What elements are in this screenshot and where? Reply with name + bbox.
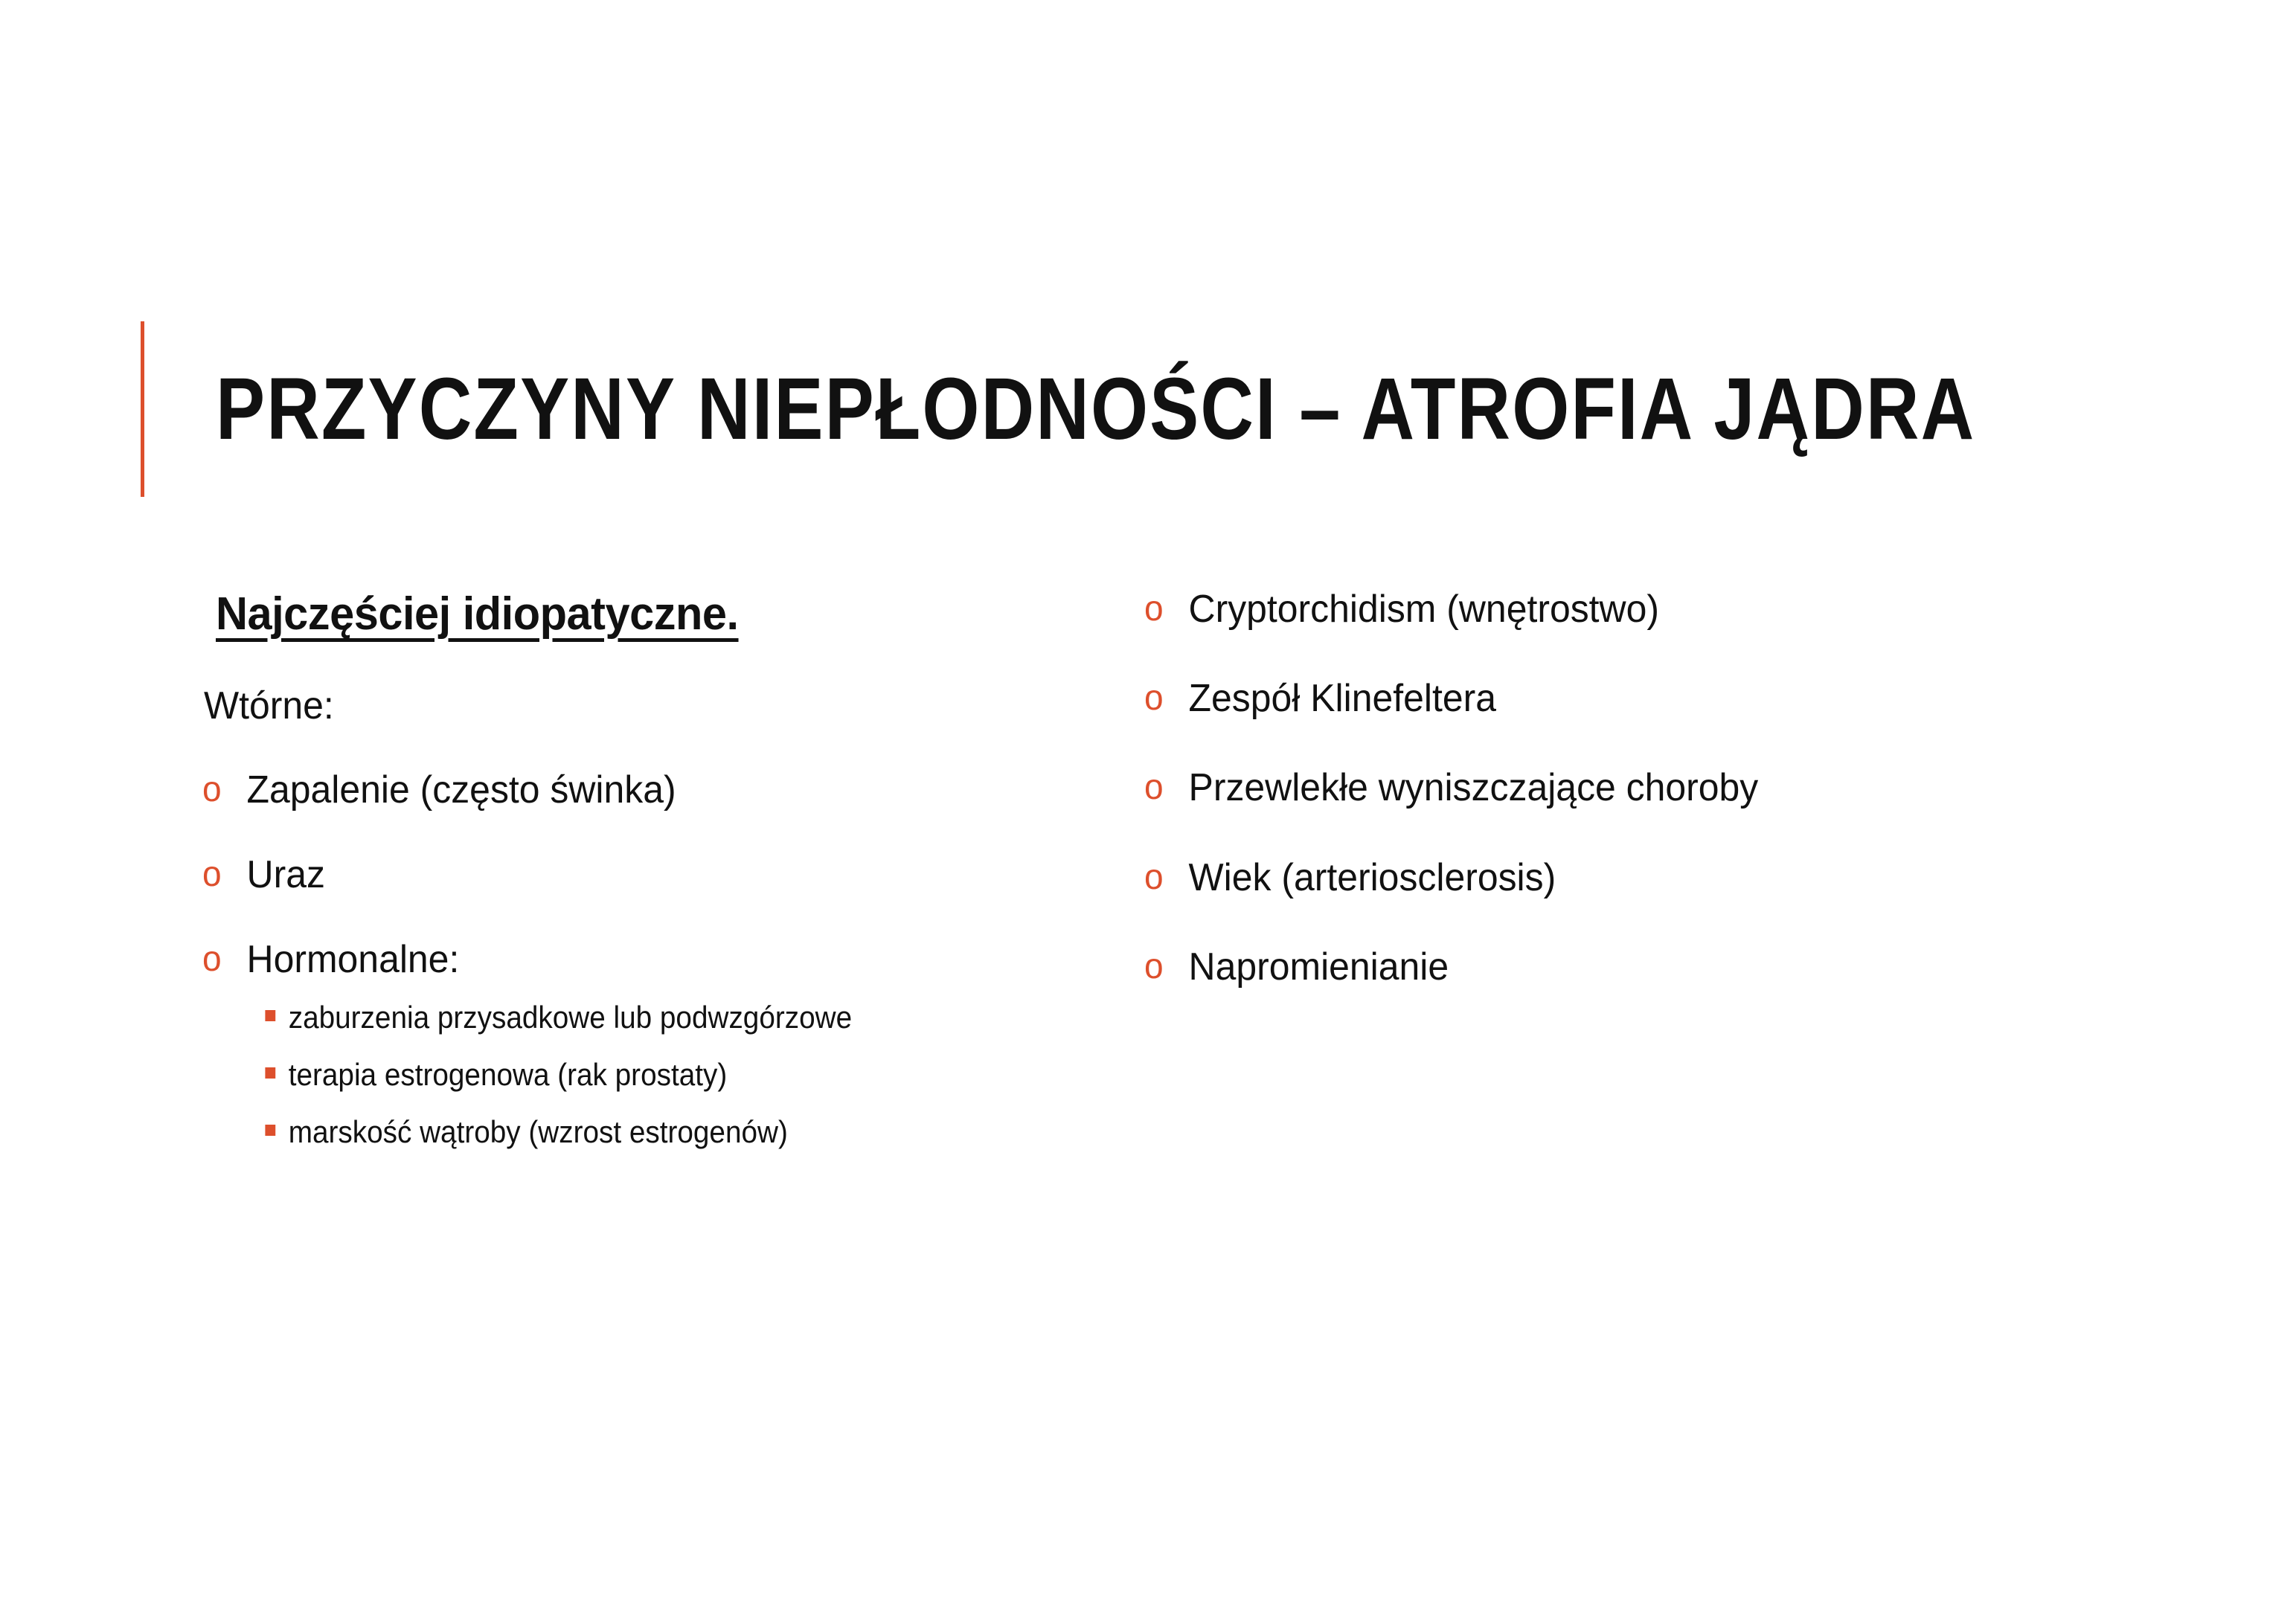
list-item-label: Zapalenie (często świnka) (246, 768, 676, 812)
circle-bullet-icon: o (202, 770, 222, 809)
list-item (1144, 856, 2073, 899)
square-bullet-icon (265, 1125, 275, 1136)
circle-bullet-icon: o (1144, 857, 1164, 897)
circle-bullet-icon: o (1144, 678, 1164, 719)
left-content-column (202, 588, 1080, 1149)
circle-bullet-icon: o (1144, 946, 1164, 986)
circle-bullet-icon: o (1144, 768, 1164, 808)
square-bullet-icon (265, 1067, 275, 1079)
list-item-label: Uraz (246, 853, 325, 897)
circle-bullet-icon: o (1144, 589, 1164, 629)
hormonal-sub-list (247, 1000, 1045, 1149)
sub-list-item (264, 1000, 1014, 1035)
list-item-label: Wiek (arteriosclerosis) (1188, 855, 1556, 899)
right-content-column (1144, 588, 2111, 1035)
right-bullet-list (1144, 588, 2111, 989)
list-item-label: Przewlekłe wyniszczające choroby (1188, 766, 1759, 810)
list-item-label: Hormonalne: (246, 938, 460, 982)
sub-list-item-label: terapia estrogenowa (rak prostaty) (288, 1056, 728, 1092)
list-item (202, 768, 1045, 812)
list-item (1144, 945, 2073, 989)
square-bullet-icon (265, 1010, 275, 1021)
list-item-label: Zespół Klinefeltera (1188, 677, 1496, 721)
list-item (1144, 677, 2073, 720)
page-title: PRZYCZYNY NIEPŁODNOŚCI – ATROFIA JĄDRA (216, 360, 1976, 458)
left-bullet-list (202, 768, 1080, 1149)
list-item (1144, 588, 2073, 631)
circle-bullet-icon: o (202, 939, 222, 980)
circle-bullet-icon: o (202, 855, 222, 895)
list-item (202, 853, 1045, 896)
sub-list-item (264, 1114, 1014, 1149)
title-block (141, 321, 2075, 497)
list-item-label: Cryptorchidism (wnętrostwo) (1188, 588, 1659, 631)
list-item-label: Napromienianie (1188, 945, 1449, 989)
list-item (1144, 766, 2073, 809)
list-item (202, 938, 1045, 1148)
sub-list-item (264, 1057, 1014, 1092)
secondary-causes-label: Wtórne: (204, 684, 334, 727)
sub-list-item-label: marskość wątroby (wzrost estrogenów) (288, 1113, 788, 1149)
sub-list-item-label: zaburzenia przysadkowe lub podwzgórzowe (288, 999, 853, 1035)
title-accent-bar (141, 321, 144, 497)
lead-heading: Najczęściej idiopatyczne. (216, 588, 739, 640)
